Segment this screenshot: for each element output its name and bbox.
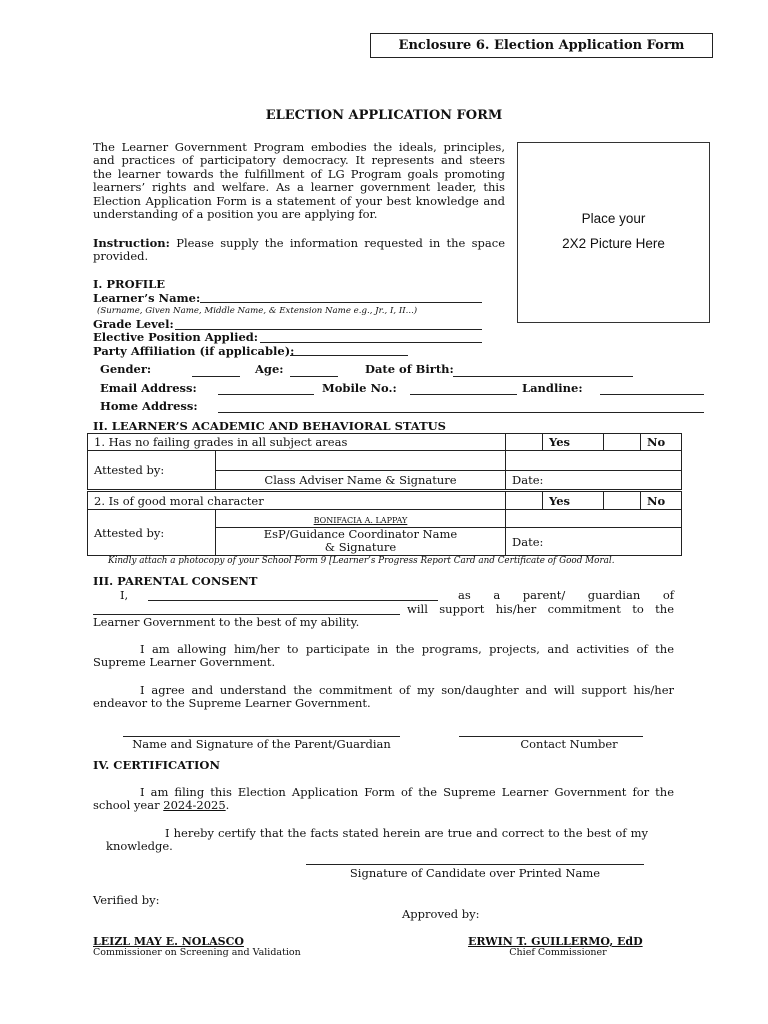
enclosure-label: Enclosure 6. Election Application Form bbox=[370, 33, 713, 58]
attachment-note: Kindly attach a photocopy of your School Form 9 [Learner’s Progress Report Card and Certificate of Good Moral. bbox=[108, 556, 615, 566]
age-label: Age: bbox=[255, 362, 284, 376]
gender-label: Gender: bbox=[100, 362, 152, 376]
consent-l1b: as a parent/ guardian of bbox=[458, 588, 674, 602]
instruction bbox=[93, 237, 505, 264]
landline-label: Landline: bbox=[522, 381, 583, 395]
no-label-2: No bbox=[641, 492, 682, 510]
adviser-date-field[interactable] bbox=[506, 451, 682, 471]
no-checkbox-2[interactable] bbox=[604, 492, 641, 510]
yes-label-1: Yes bbox=[543, 434, 604, 451]
yes-checkbox-1[interactable] bbox=[506, 434, 543, 451]
consent-p2-2: Supreme Learner Government. bbox=[93, 655, 276, 669]
consent-l2: will support his/her commitment to the bbox=[407, 602, 674, 616]
counselor-title-2: & Signature bbox=[324, 540, 397, 554]
school-year: 2024-2025 bbox=[163, 798, 226, 812]
item-1-text: 1. Has no failing grades in all subject areas bbox=[88, 434, 506, 451]
cert-p1-1: I am filing this Election Application Form of the Supreme Learner Government for the bbox=[140, 785, 674, 799]
name-hint: (Surname, Given Name, Middle Name, & Extension Name e.g., Jr., I, II...) bbox=[97, 306, 418, 316]
consent-heading: III. PARENTAL CONSENT bbox=[93, 574, 258, 588]
intro-line: understanding of a position you are applying for. bbox=[93, 207, 378, 222]
parent-name-field[interactable] bbox=[148, 600, 438, 601]
consent-p2-1: I am allowing him/her to participate in the programs, projects, and activities of the bbox=[140, 642, 674, 656]
instruction-label: Instruction: bbox=[93, 236, 170, 250]
attested-by-1: Attested by: bbox=[88, 451, 216, 490]
cert-sy-suffix: . bbox=[225, 798, 230, 812]
counselor-title-1: EsP/Guidance Coordinator Name bbox=[263, 527, 458, 541]
status-table-1 bbox=[87, 433, 682, 490]
party-field[interactable] bbox=[290, 355, 408, 356]
approver-title: Chief Commissioner bbox=[509, 947, 607, 958]
photo-placeholder[interactable] bbox=[517, 142, 710, 323]
yes-checkbox-2[interactable] bbox=[506, 492, 543, 510]
profile-heading: I. PROFILE bbox=[93, 277, 166, 291]
instruction-text: Please supply the information requested in the space bbox=[176, 236, 506, 250]
candidate-signature-line[interactable] bbox=[306, 864, 644, 865]
verifier-name: LEIZL MAY E. NOLASCO bbox=[93, 935, 244, 948]
intro-line: the learner towards the fulfillment of LG Program goals promoting bbox=[93, 166, 505, 181]
home-address-field[interactable] bbox=[218, 412, 704, 413]
counselor-name bbox=[216, 510, 506, 528]
status-heading: II. LEARNER’S ACADEMIC AND BEHAVIORAL STATUS bbox=[93, 419, 446, 433]
dob-field[interactable] bbox=[453, 376, 633, 377]
status-table-2 bbox=[87, 491, 682, 556]
elective-position-field[interactable] bbox=[260, 342, 482, 343]
parent-signature-label: Name and Signature of the Parent/Guardian bbox=[132, 737, 391, 751]
item-2-text: 2. Is of good moral character bbox=[88, 492, 506, 510]
photo-line-1: Place your bbox=[581, 211, 646, 226]
mobile-label: Mobile No.: bbox=[322, 381, 397, 395]
cert-sy-prefix: school year bbox=[93, 798, 164, 812]
adviser-signature-field[interactable] bbox=[216, 451, 506, 471]
email-field[interactable] bbox=[218, 394, 314, 395]
counselor-label bbox=[216, 528, 506, 556]
no-label-1: No bbox=[641, 434, 682, 451]
candidate-signature-label: Signature of Candidate over Printed Name bbox=[349, 866, 601, 880]
instruction-text-2: provided. bbox=[93, 249, 149, 264]
dob-label: Date of Birth: bbox=[365, 362, 454, 376]
grade-level-label: Grade Level: bbox=[93, 317, 174, 331]
photo-line-2: 2X2 Picture Here bbox=[562, 236, 665, 251]
approver-name: ERWIN T. GUILLERMO, EdD bbox=[468, 935, 643, 948]
adviser-label: Class Adviser Name & Signature bbox=[216, 471, 506, 490]
consent-p3-2: endeavor to the Supreme Learner Government. bbox=[93, 696, 371, 710]
contact-number-label: Contact Number bbox=[520, 737, 618, 751]
gender-field[interactable] bbox=[192, 376, 240, 377]
attested-by-2: Attested by: bbox=[88, 510, 216, 556]
mobile-field[interactable] bbox=[410, 394, 517, 395]
no-checkbox-1[interactable] bbox=[604, 434, 641, 451]
consent-l3: Learner Government to the best of my ability. bbox=[93, 615, 360, 629]
party-label: Party Affiliation (if applicable): bbox=[93, 344, 295, 358]
date-label-1: Date: bbox=[506, 471, 682, 490]
cert-p1-2 bbox=[93, 798, 229, 812]
verified-by: Verified by: bbox=[93, 893, 160, 907]
cert-p2-1: I hereby certify that the facts stated herein are true and correct to the best of my bbox=[165, 826, 648, 840]
intro-line: learners’ rights and welfare. As a learner government leader, this bbox=[93, 180, 505, 195]
landline-field[interactable] bbox=[600, 394, 704, 395]
learner-name-label: Learner’s Name: bbox=[93, 291, 201, 305]
approved-by: Approved by: bbox=[402, 907, 480, 921]
verifier-title: Commissioner on Screening and Validation bbox=[93, 947, 301, 958]
yes-label-2: Yes bbox=[543, 492, 604, 510]
form-title: ELECTION APPLICATION FORM bbox=[265, 108, 503, 123]
age-field[interactable] bbox=[290, 376, 338, 377]
home-address-label: Home Address: bbox=[100, 399, 198, 413]
intro-line: The Learner Government Program embodies the ideals, principles, bbox=[93, 140, 505, 154]
email-label: Email Address: bbox=[100, 381, 197, 395]
intro-line: Election Application Form is a statement of your best knowledge and bbox=[93, 193, 505, 208]
consent-p3-1: I agree and understand the commitment of my son/daughter and will support his/her bbox=[140, 683, 674, 697]
counselor-name-text: BONIFACIA A. LAPPAY bbox=[313, 516, 408, 525]
intro-paragraph bbox=[93, 141, 505, 221]
learner-name-field[interactable] bbox=[200, 302, 482, 303]
elective-position-label: Elective Position Applied: bbox=[93, 330, 259, 344]
intro-line: and practices of participatory democracy. It represents and steers bbox=[93, 153, 505, 168]
certification-heading: IV. CERTIFICATION bbox=[93, 758, 220, 772]
consent-i: I, bbox=[120, 588, 129, 602]
date-label-2: Date: bbox=[506, 528, 682, 556]
counselor-date-field[interactable] bbox=[506, 510, 682, 528]
cert-p2-2: knowledge. bbox=[106, 839, 173, 853]
